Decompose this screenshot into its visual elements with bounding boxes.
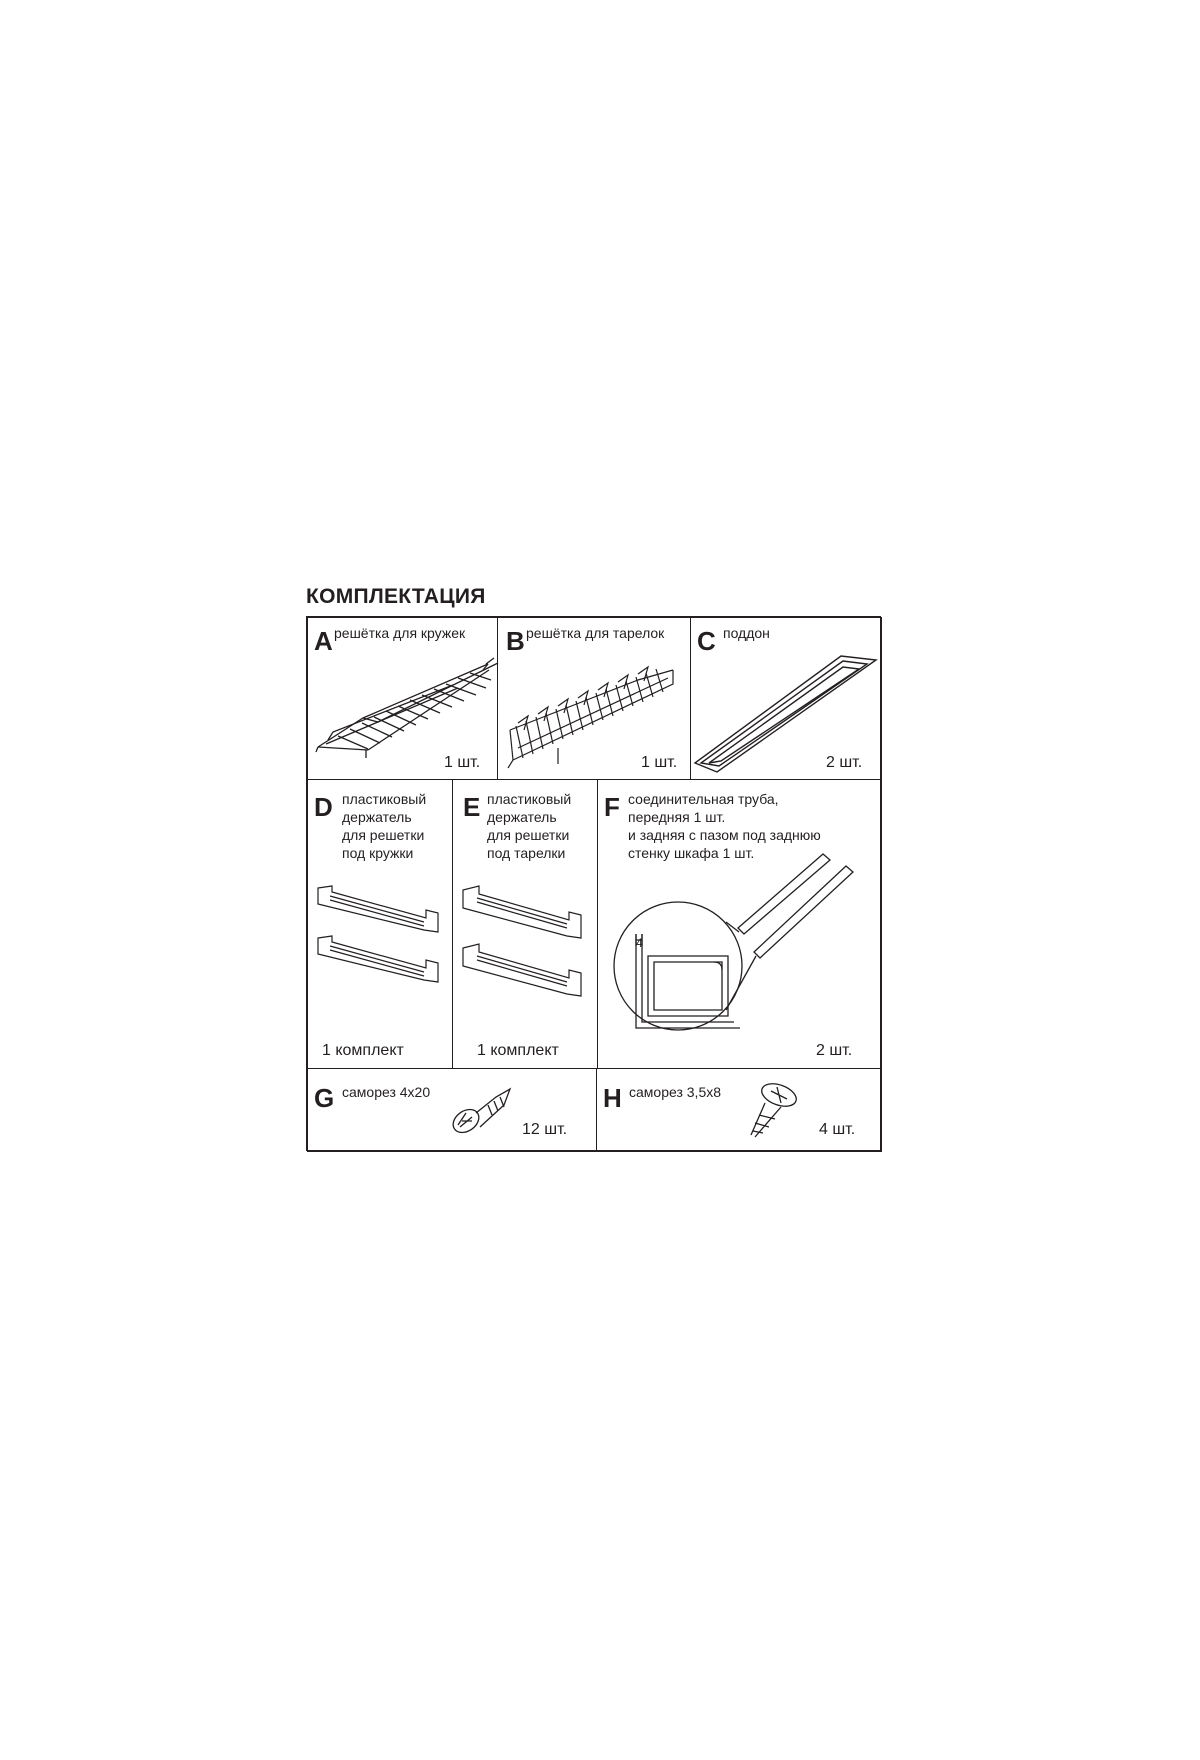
item-quantity: 1 комплект [477, 1042, 559, 1059]
item-quantity: 2 шт. [816, 1042, 853, 1059]
dimension-label: 4 [636, 936, 643, 950]
cell-f [597, 779, 882, 1069]
item-description: пластиковый держатель для решетки под тарелки [487, 791, 572, 861]
item-letter: F [604, 792, 620, 822]
item-quantity: 1 шт. [641, 754, 678, 771]
plate-holder-illustration [453, 880, 599, 1010]
item-letter: G [314, 1083, 335, 1113]
item-letter: E [463, 792, 481, 822]
item-letter: D [314, 792, 333, 822]
item-description: решётка для кружек [334, 625, 466, 641]
item-letter: A [314, 626, 333, 656]
cell-e [452, 779, 598, 1069]
cell-b [497, 617, 691, 780]
screw-3-5x8-icon [737, 1073, 807, 1143]
item-description: саморез 4x20 [342, 1084, 431, 1100]
components-table [306, 616, 881, 1151]
page-title: КОМПЛЕКТАЦИЯ [306, 585, 486, 608]
item-quantity: 1 комплект [322, 1042, 404, 1059]
item-quantity: 1 шт. [444, 754, 481, 771]
item-quantity: 12 шт. [522, 1121, 568, 1138]
item-quantity: 2 шт. [826, 754, 863, 771]
item-description: решётка для тарелок [526, 625, 665, 641]
plate-rack-illustration [498, 618, 688, 768]
cup-holder-illustration [308, 880, 454, 990]
item-letter: H [603, 1083, 622, 1113]
item-description: саморез 3,5x8 [629, 1084, 722, 1100]
item-quantity: 4 шт. [819, 1121, 856, 1138]
profile-cross-section-diagram [618, 906, 758, 1046]
item-letter: B [506, 626, 525, 656]
item-description: соединительная труба, передняя 1 шт. и задняя с пазом под заднюю стенку шкафа 1 шт. [628, 791, 821, 861]
item-letter: C [697, 626, 716, 656]
item-description: пластиковый держатель для решетки под кружки [342, 791, 427, 861]
cell-d [307, 779, 453, 1069]
cell-h [596, 1068, 882, 1152]
cell-g [307, 1068, 597, 1152]
item-description: поддон [723, 625, 770, 641]
cell-c [690, 617, 882, 780]
cup-rack-illustration [308, 618, 498, 748]
screw-4x20-icon [448, 1075, 528, 1145]
cell-a [307, 617, 498, 780]
